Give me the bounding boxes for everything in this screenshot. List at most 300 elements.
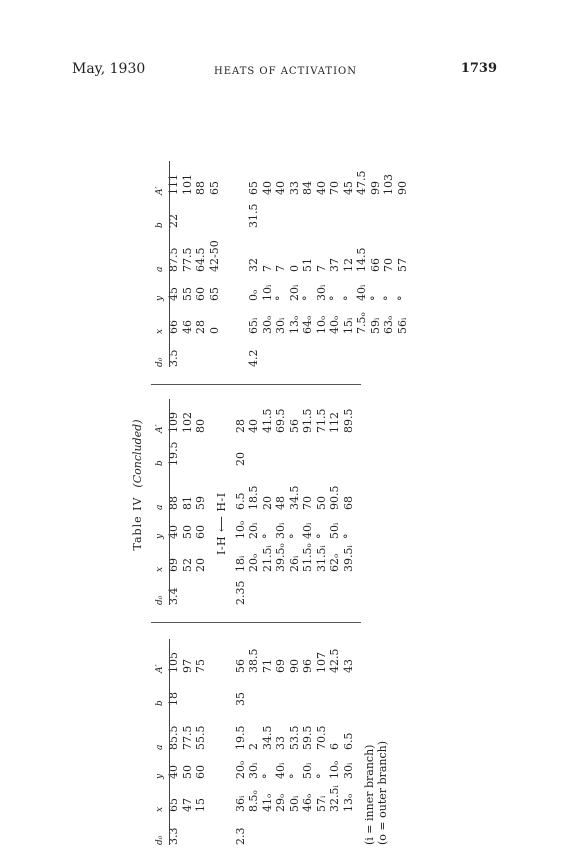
table-cell: ° [395,295,409,301]
table-cell: ° [260,533,274,539]
table-row [181,639,195,845]
table-row [328,161,342,367]
cell-d0 [355,334,369,367]
table-cell: 51.5ₒ [301,543,314,572]
table-cell: 12 [341,258,355,272]
table-cell: 29ₒ [274,793,287,812]
cell-d0 [181,334,195,367]
table-cell: 50 [180,765,194,779]
table-cell [328,673,342,706]
table-cell: 70.5 [314,725,328,750]
table-cell: 65ᵢ [247,317,260,334]
table-cell: 56 [287,419,301,433]
cell-d0 [315,812,329,845]
column-header: A′ [154,664,165,673]
table-cell: 35 [233,692,247,706]
cell-d0 [328,334,342,367]
table-cell: 20ₒ [247,553,260,572]
table-cell: ° [301,295,314,301]
table-cell: 105 [167,652,180,673]
table-cell: 65 [207,181,221,195]
table-cell: 51 [301,258,314,272]
cell-d0 [247,572,261,605]
table-row [181,399,195,605]
group-separator [151,622,361,623]
table-row [274,639,288,845]
group-separator [151,384,361,385]
column-header: b [154,222,165,228]
table-cell: 90 [395,181,409,195]
table-cell: 75 [194,659,207,673]
table-cell [328,195,342,228]
table-cell [315,433,329,466]
table-cell: 40ᵢ [274,762,287,779]
table-cell [261,195,275,228]
column-header: y [154,773,165,779]
table-cell: 57ᵢ [314,795,328,812]
table-cell: 42-50 [207,240,221,272]
table-cell: 56ᵢ [395,317,409,334]
table-cell: 66 [368,258,382,272]
table-cell: 18ᵢ [233,555,247,572]
table-cell: 30ᵢ [247,762,260,779]
table-cell: 69 [274,659,287,673]
table-cell: 7 [260,265,274,272]
table-cell: 0ₒ [247,289,260,301]
table-cell [315,673,329,706]
transition-label: I-H ⟵ H-I [215,492,228,555]
footnotes [363,639,389,845]
table-cell [208,195,222,228]
table-cell: 46 [180,320,194,334]
table-cell: 60 [194,287,207,301]
table-cell: 26ᵢ [287,555,301,572]
table-cell: 87.5 [167,247,180,272]
cell-d0 [396,334,410,367]
table-cell [181,433,195,466]
table-cell: 96 [301,659,314,673]
table-row [181,161,195,367]
rotated-table [131,125,443,845]
cell-d0 [301,572,315,605]
table-caption [131,125,144,845]
table-cell: 90 [287,659,301,673]
table-cell: 13ₒ [341,793,355,812]
page-number: 1739 [460,61,497,76]
cell-d0: 2.35 [233,580,247,605]
table-cell [301,195,315,228]
table-cell: 20 [233,452,247,466]
table-cell: 34.5 [287,485,301,510]
cell-d0 [261,572,275,605]
table-group [151,639,389,845]
table-cell: 18.5 [247,485,260,510]
table-cell: 10ₒ [314,315,328,334]
table-row [355,161,369,367]
table-cell: 102 [180,412,194,433]
table-cell: 99 [368,181,382,195]
table-cell: 66 [167,320,180,334]
column-header-row [151,639,167,845]
table-cell: ° [274,295,287,301]
table-cell: 30ᵢ [274,522,287,539]
table-cell: 39.5ᵢ [341,545,355,572]
cell-d0 [301,334,315,367]
header-rule [169,399,170,605]
table-cell: ° [328,295,341,301]
table-cell: 2 [247,743,260,750]
table-row [369,161,383,367]
table-cell [315,195,329,228]
table-cell: 6.5 [341,732,355,750]
table-cell: 18 [167,692,180,706]
table-cell [274,673,288,706]
cell-d0 [342,334,356,367]
table-cell: 21.5ᵢ [260,545,274,572]
table-cell: 7.5ₒ [355,312,368,334]
table-cell: ° [287,533,301,539]
table-cell: 88 [194,181,207,195]
table-cell: 10ₒ [328,760,341,779]
table-cell [342,673,356,706]
table-cell [301,433,315,466]
table-cell [194,433,208,466]
table-cell: ° [341,295,355,301]
table-cell: 88 [167,496,180,510]
column-header-row [151,399,167,605]
table-cell: 70 [301,496,314,510]
table-cell: 111 [167,174,180,195]
table-cell [274,433,288,466]
table-cell [342,195,356,228]
table-cell: 20ᵢ [247,522,260,539]
table-row [234,639,248,845]
table-cell: 46ₒ [301,793,314,812]
table-cell: 30ₒ [260,315,274,334]
header-rule [169,639,170,845]
table-row [247,161,261,367]
table-cell: 70 [328,181,341,195]
cell-d0 [274,334,288,367]
table-cell: ° [368,295,382,301]
cell-d0 [315,572,329,605]
cell-d0: 3.5 [167,349,180,367]
table-cell: 6.5 [233,492,247,510]
running-title: HEATS OF ACTIVATION [214,66,357,77]
column-header: x [154,806,165,812]
table-cell: 30ᵢ [274,317,287,334]
table-row [342,639,356,845]
table-cell: 19.5 [167,441,180,466]
table-cell: 57 [395,258,409,272]
table-row [301,639,315,845]
cell-d0 [342,812,356,845]
table-row [301,161,315,367]
table-cell: 28 [194,320,207,334]
table-cell: 10ₒ [233,520,247,539]
table-cell [288,195,302,228]
table-cell: 30ᵢ [314,284,328,301]
cell-d0: 3.3 [167,827,180,845]
table-cell [288,433,302,466]
table-cell: 48 [274,496,287,510]
table-row [396,161,410,367]
table-cell: 64.5 [194,247,207,272]
table-cell: 64ₒ [301,315,314,334]
table-cell: 47.5 [355,170,368,195]
table-cell: ° [314,533,328,539]
table-cell: 90.5 [328,485,341,510]
table-cell: 42.5 [328,648,341,673]
table-cell: 37 [328,258,341,272]
column-header: x [154,328,165,334]
table-cell [382,195,396,228]
table-cell [181,673,195,706]
table-cell: 33 [287,181,301,195]
table-cell: 34.5 [260,725,274,750]
table-cell: 7 [314,265,328,272]
table-row [247,639,261,845]
cell-d0 [261,334,275,367]
table-cell: 56 [233,659,247,673]
table-cell [274,195,288,228]
table-cell: ° [260,773,274,779]
table-cell: 50 [180,525,194,539]
table-cell: 40 [274,181,287,195]
table-cell [194,673,208,706]
table-cell: 60 [194,525,207,539]
column-header: b [154,700,165,706]
table-cell: 39.5ₒ [274,543,287,572]
table-cell: 89.5 [341,408,355,433]
table-row [234,399,248,605]
table-cell: 15ᵢ [341,317,355,334]
table-cell: 71.5 [314,408,328,433]
running-date: May, 1930 [72,61,146,77]
table-row [288,639,302,845]
table-cell: 40 [167,525,180,539]
column-header: a [154,744,165,750]
table-cell: 109 [167,412,180,433]
table-row [342,399,356,605]
table-cell: 77.5 [180,725,194,750]
cell-d0 [382,334,396,367]
table-cell: 70 [382,258,395,272]
table-cell: 60 [194,765,207,779]
table-cell: 40ᵢ [301,522,314,539]
cell-d0 [288,334,302,367]
table-cell: 84 [301,181,314,195]
table-cell: 77.5 [180,247,194,272]
table-cell [342,433,356,466]
table-row [261,161,275,367]
table-row [328,639,342,845]
table-cell: 55.5 [194,725,207,750]
table-cell [261,673,275,706]
table-cell: 59ᵢ [368,317,382,334]
table-row [328,399,342,605]
cell-d0 [342,572,356,605]
column-header: d₀ [154,357,165,367]
table-cell: 50ᵢ [328,522,341,539]
table-cell: 38.5 [247,648,260,673]
table-row [208,161,222,367]
cell-d0 [194,572,208,605]
table-cell: 13ₒ [287,315,301,334]
table-row [274,161,288,367]
table-cell: 55 [180,287,194,301]
column-header: A′ [154,186,165,195]
cell-d0 [288,812,302,845]
table-cell: 69.5 [274,408,287,433]
cell-d0 [181,572,195,605]
table-cell: 85.5 [167,725,180,750]
column-header: a [154,504,165,510]
column-header: A′ [154,424,165,433]
table-cell: 32 [247,258,260,272]
table-cell: 40ₒ [328,315,341,334]
table-cell: ° [314,773,328,779]
table-cell [247,673,261,706]
table-row [261,639,275,845]
column-header-row [151,161,167,367]
table-cell: 81 [180,496,194,510]
cell-d0 [194,334,208,367]
cell-d0 [274,812,288,845]
table-cell: ° [382,295,395,301]
cell-d0 [369,334,383,367]
table-cell: 103 [382,174,395,195]
cell-d0 [208,334,222,367]
table-cell: 50ᵢ [301,762,314,779]
table-caption-prefix: Table IV [131,496,144,551]
table-cell: 6 [328,743,341,750]
table-cell [396,195,410,228]
cell-d0 [274,572,288,605]
table-cell: 69 [167,558,180,572]
table-cell: 43 [341,659,355,673]
table-cell: 14.5 [355,247,368,272]
cell-d0 [181,812,195,845]
table-cell: ° [287,773,301,779]
column-header: a [154,266,165,272]
table-cell: 36ᵢ [233,795,247,812]
table-cell: 45 [167,287,180,301]
table-cell: 80 [194,419,207,433]
table-cell: 10ᵢ [260,284,274,301]
table-cell: 0 [287,265,301,272]
table-cell: 45 [341,181,355,195]
table-cell: 97 [180,659,194,673]
table-cell: 8.5ₒ [247,790,260,812]
table-group [151,399,355,605]
table-cell [194,195,208,228]
table-cell [355,195,369,228]
table-cell: 40 [314,181,328,195]
table-cell: 40ᵢ [355,284,368,301]
table-cell: 50 [314,496,328,510]
table-row [288,161,302,367]
table-row [315,639,329,845]
column-header: y [154,533,165,539]
table-cell: 40 [260,181,274,195]
table-cell: 30ᵢ [341,762,355,779]
table-cell [328,433,342,466]
table-cell: 52 [180,558,194,572]
cell-d0 [194,812,208,845]
table-cell: 15 [194,798,207,812]
table-row [194,639,208,845]
table-caption-suffix: (Concluded) [131,419,144,488]
table-cell: 7 [274,265,287,272]
table-cell [247,433,261,466]
table-row [274,399,288,605]
cell-d0: 2.3 [233,827,247,845]
table-row [194,161,208,367]
table-cell: 65 [207,287,221,301]
table-row [315,399,329,605]
table-cell: 31.5 [247,203,260,228]
table-group [151,161,409,367]
cell-d0 [315,334,329,367]
table-cell: 59 [194,496,207,510]
table-cell [181,195,195,228]
table-cell: 63ₒ [382,315,395,334]
table-cell: 28 [233,419,247,433]
table-cell: 20 [260,496,274,510]
table-cell: 71 [260,659,274,673]
table-cell: 68 [341,496,355,510]
table-cell [288,673,302,706]
column-header: y [154,295,165,301]
cell-d0 [247,812,261,845]
table-cell [261,433,275,466]
cell-d0 [288,572,302,605]
table-cell: 59.5 [301,725,314,750]
header-rule [169,161,170,367]
table-row [288,399,302,605]
table-cell: 19.5 [233,725,247,750]
table-cell: 112 [328,412,341,433]
table-row [261,399,275,605]
table-cell [301,673,315,706]
table-cell: 31.5ᵢ [314,545,328,572]
column-header: x [154,566,165,572]
table-row [315,161,329,367]
table-row [194,399,208,605]
column-header: d₀ [154,835,165,845]
table-cell: 40 [247,419,260,433]
cell-d0: 3.4 [167,587,180,605]
table-cell [369,195,383,228]
cell-d0 [328,812,342,845]
table-cell: 62ₒ [328,553,341,572]
table-cell: 22 [167,214,180,228]
table-row [301,399,315,605]
table-cell: 107 [314,652,328,673]
footnote-line: (i = inner branch) [363,744,376,845]
table-row [382,161,396,367]
table-row [247,399,261,605]
table-cell: 47 [180,798,194,812]
table-cell: 91.5 [301,408,314,433]
table-row [342,161,356,367]
table-cell: 20ᵢ [287,284,301,301]
cell-d0: 4.2 [247,349,260,367]
cell-d0 [261,812,275,845]
cell-d0 [328,572,342,605]
table-cell: 32.5ᵢ [328,785,341,812]
